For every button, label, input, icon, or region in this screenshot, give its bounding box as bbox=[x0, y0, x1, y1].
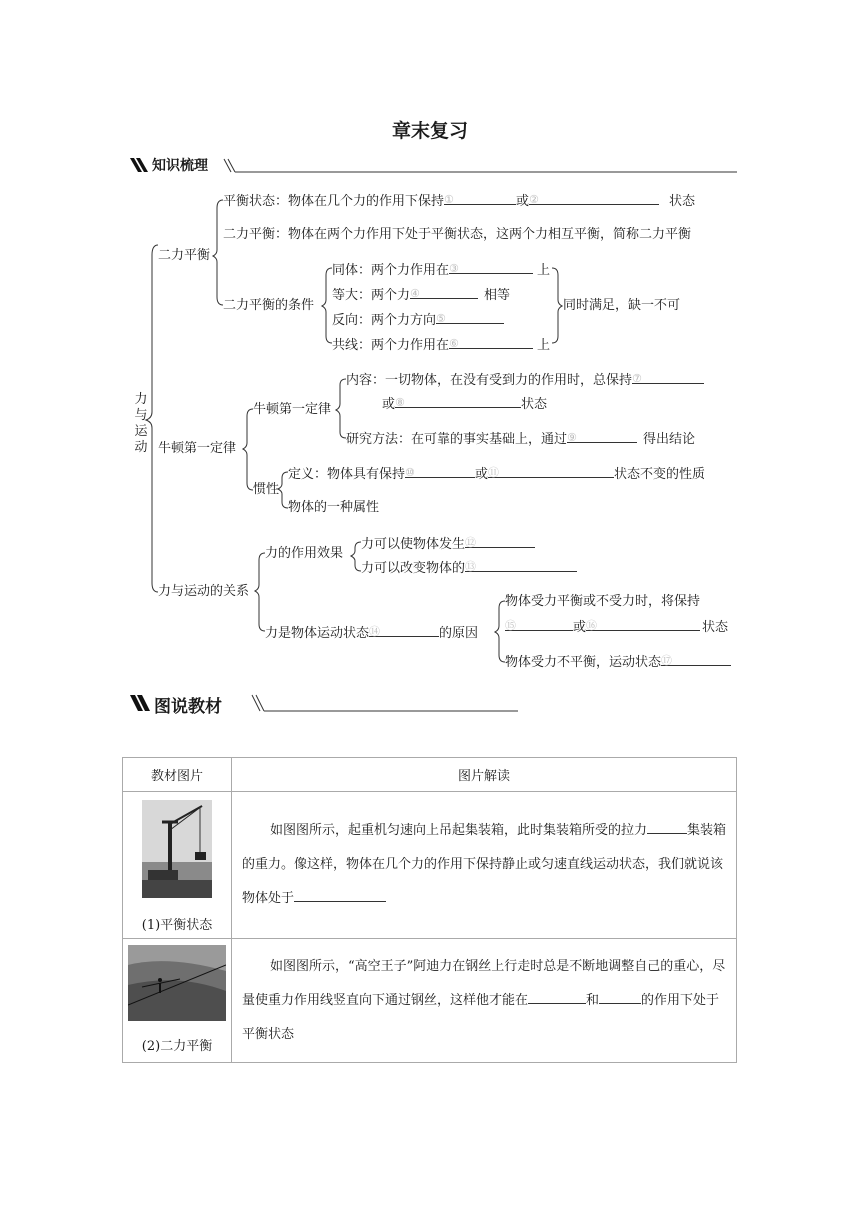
tightrope-photo bbox=[128, 945, 226, 1021]
blank-15[interactable]: ⑮ bbox=[505, 618, 573, 631]
table-blank[interactable] bbox=[599, 991, 641, 1004]
table-blank[interactable] bbox=[294, 889, 386, 902]
blank-13[interactable]: ⑬ bbox=[465, 559, 577, 572]
blank-17[interactable]: ⑰ bbox=[661, 653, 731, 666]
interpretation-cell: 如图图所示，起重机匀速向上吊起集装箱，此时集装箱所受的拉力 集装箱的重力。像这样，物体在几个力的作用下保持静止或匀速直线运动状态，我们就说该物体处于 bbox=[232, 792, 737, 939]
balanced-result-2: ⑮ 或 ⑯ 状态 bbox=[505, 619, 729, 635]
header-cell: 教材图片 bbox=[123, 758, 232, 792]
newton-content-2: 或 ⑧ 状态 bbox=[382, 396, 548, 412]
two-force-balance-definition: 二力平衡：物体在两个力作用下处于平衡状态，这两个力相互平衡，简称二力平衡 bbox=[223, 227, 692, 242]
balance-state-line: 平衡状态：物体在几个力的作用下保持 ① 或 ② 状态 bbox=[223, 193, 696, 209]
textbook-table bbox=[122, 757, 737, 1063]
section-rule bbox=[250, 692, 520, 714]
blank-3[interactable]: ③ bbox=[449, 261, 533, 274]
header-cell: 图片解读 bbox=[232, 758, 737, 792]
condition-collinear: 共线：两个力作用在 ⑥ 上 bbox=[332, 337, 551, 353]
inertia-attribute: 物体的一种属性 bbox=[288, 500, 380, 515]
page-title: 章末复习 bbox=[391, 120, 468, 142]
blank-14[interactable]: ⑭ bbox=[369, 624, 439, 637]
condition-same-body: 同体：两个力作用在 ③ 上 bbox=[332, 262, 551, 278]
balanced-result: 物体受力平衡或不受力时，将保持 bbox=[505, 594, 701, 609]
condition-equal-size: 等大：两个力 ④ 相等 bbox=[332, 287, 511, 303]
effect-motion: 力可以改变物体的 ⑬ bbox=[361, 559, 577, 577]
root-label: 力与运动 bbox=[134, 392, 148, 455]
image-caption: (1)平衡状态 bbox=[141, 918, 213, 933]
newton-method: 研究方法：在可靠的事实基础上，通过 ⑨ 得出结论 bbox=[346, 431, 696, 447]
slash-marker-icon bbox=[130, 693, 152, 713]
section-title: 知识梳理 bbox=[152, 158, 208, 174]
unbalanced-result: 物体受力不平衡，运动状态 ⑰ bbox=[505, 653, 731, 671]
blank-1[interactable]: ① bbox=[444, 192, 516, 205]
image-cell bbox=[123, 939, 232, 1063]
blank-2[interactable]: ② bbox=[529, 192, 659, 205]
blank-4[interactable]: ④ bbox=[410, 286, 478, 299]
crane-photo bbox=[142, 800, 212, 898]
conditions-result: 同时满足，缺一不可 bbox=[563, 298, 681, 313]
blank-11[interactable]: ⑪ bbox=[488, 465, 614, 478]
condition-opposite-direction: 反向：两个力方向 ⑤ bbox=[332, 311, 504, 329]
force-cause-line: 力是物体运动状态 ⑭ 的原因 bbox=[265, 625, 479, 641]
section-header-textbook bbox=[130, 692, 530, 716]
branch-force-motion-relation: 力与运动的关系 bbox=[158, 584, 250, 599]
inertia-definition: 定义：物体具有保持 ⑩ 或 ⑪ 状态不变的性质 bbox=[288, 466, 706, 482]
newton-law-label: 牛顿第一定律 bbox=[253, 402, 332, 417]
blank-7[interactable]: ⑦ bbox=[632, 371, 704, 384]
blank-9[interactable]: ⑨ bbox=[567, 430, 637, 443]
branch-newton-law: 牛顿第一定律 bbox=[158, 441, 237, 456]
interpretation-cell: 如图图所示，“高空王子”阿迪力在钢丝上行走时总是不断地调整自己的重心，尽量使重力作用线竖直向下通过钢丝，这样他才能在 和 的作用下处于平衡状态 bbox=[232, 939, 737, 1063]
section-title: 图说教材 bbox=[154, 697, 222, 717]
newton-content: 内容：一切物体，在没有受到力的作用时，总保持 ⑦ bbox=[346, 371, 704, 389]
conditions-label: 二力平衡的条件 bbox=[223, 298, 315, 313]
table-blank[interactable] bbox=[647, 821, 687, 834]
blank-10[interactable]: ⑩ bbox=[405, 465, 475, 478]
image-cell bbox=[123, 792, 232, 939]
blank-16[interactable]: ⑯ bbox=[586, 618, 700, 631]
blank-6[interactable]: ⑥ bbox=[449, 336, 533, 349]
blank-12[interactable]: ⑫ bbox=[465, 535, 535, 548]
blank-8[interactable]: ⑧ bbox=[395, 395, 521, 408]
table-blank[interactable] bbox=[528, 991, 586, 1004]
force-effect-label: 力的作用效果 bbox=[265, 546, 344, 561]
blank-5[interactable]: ⑤ bbox=[436, 311, 504, 324]
branch-two-force-balance: 二力平衡 bbox=[158, 248, 211, 263]
effect-deform: 力可以使物体发生 ⑫ bbox=[361, 535, 535, 553]
inertia-label: 惯性 bbox=[253, 482, 280, 497]
image-caption: (2)二力平衡 bbox=[141, 1039, 213, 1054]
